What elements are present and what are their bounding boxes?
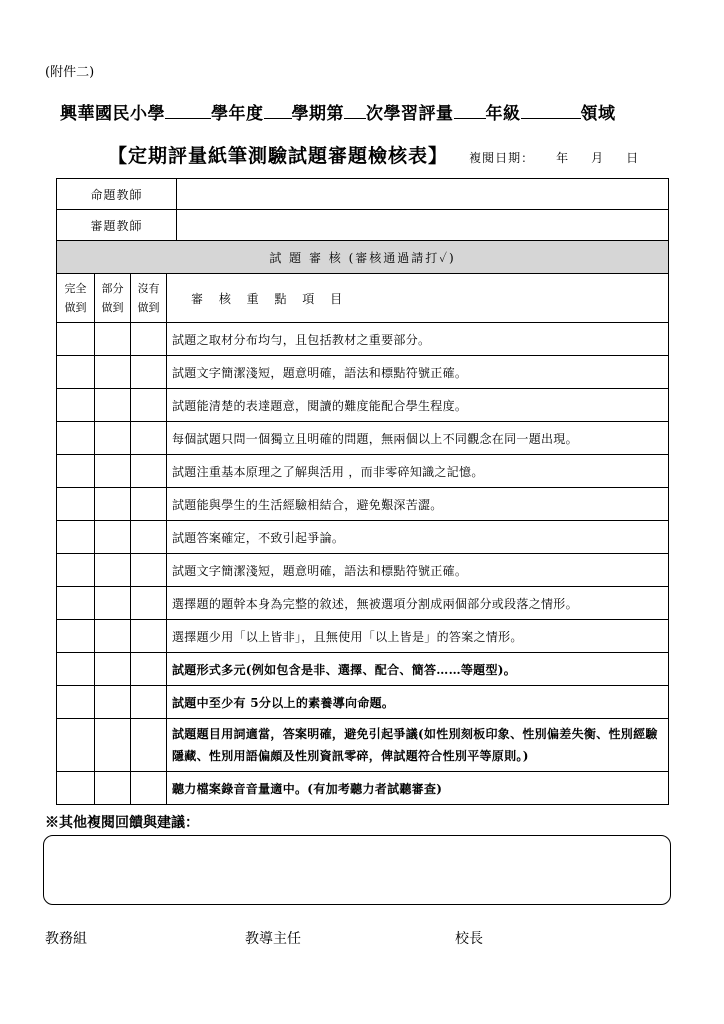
criteria-text: 試題能清楚的表達題意，閱讀的難度能配合學生程度。 [167,389,669,422]
criteria-text: 選擇題少用「以上皆非」，且無使用「以上皆是」的答案之情形。 [167,620,669,653]
check-cell-none[interactable] [131,686,167,719]
section-header-row [57,241,669,274]
check-cell-none[interactable] [131,719,167,772]
review-teacher-label: 審題教師 [57,210,177,241]
criteria-text: 試題題目用詞適當，答案明確，避免引起爭議(如性別刻板印象、性別偏差失衡、性別經驗隱藏、性別用語偏頗及性別資訊零碎，俾試題符合性別平等原則。) [167,719,669,772]
criteria-row [57,719,669,772]
criteria-row [57,772,669,805]
check-cell-partial[interactable] [95,686,131,719]
review-date-month: 月 [591,151,605,165]
check-cell-full[interactable] [57,719,95,772]
check-cell-full[interactable] [57,521,95,554]
criteria-text: 試題之取材分布均勻，且包括教材之重要部分。 [167,323,669,356]
check-cell-full[interactable] [57,554,95,587]
review-teacher-row [57,210,669,241]
signature-academic: 教務組 [45,931,87,947]
exam-number-blank[interactable] [344,102,366,119]
col-head-criteria: 審 核 重 點 項 目 [167,274,669,323]
school-title-line [60,99,616,124]
criteria-text: 選擇題的題幹本身為完整的敘述，無被選項分割成兩個部分或段落之情形。 [167,587,669,620]
criteria-text: 試題文字簡潔淺短，題意明確，語法和標點符號正確。 [167,356,669,389]
criteria-row [57,554,669,587]
check-cell-partial[interactable] [95,554,131,587]
check-cell-full[interactable] [57,356,95,389]
criteria-row [57,422,669,455]
col-head-partially-done [95,274,131,323]
criteria-row [57,521,669,554]
domain-label: 領域 [580,104,616,124]
check-cell-none[interactable] [131,323,167,356]
check-cell-partial[interactable] [95,521,131,554]
semester-blank[interactable] [264,102,292,119]
criteria-row [57,455,669,488]
criteria-row [57,488,669,521]
criteria-text: 聽力檔案錄音音量適中。(有加考聽力者試聽審查) [167,772,669,805]
grade-blank[interactable] [454,102,486,119]
check-cell-partial[interactable] [95,356,131,389]
check-cell-none[interactable] [131,772,167,805]
criteria-text: 試題答案確定，不致引起爭論。 [167,521,669,554]
check-cell-none[interactable] [131,521,167,554]
check-cell-partial[interactable] [95,587,131,620]
check-cell-partial[interactable] [95,323,131,356]
criteria-row [57,620,669,653]
semester-label: 學期第 [291,104,344,124]
check-cell-full[interactable] [57,323,95,356]
check-cell-full[interactable] [57,488,95,521]
check-cell-full[interactable] [57,772,95,805]
school-year-blank[interactable] [165,102,211,119]
col-head-not-done-line1: 沒有 [137,282,160,295]
check-cell-partial[interactable] [95,620,131,653]
check-cell-full[interactable] [57,587,95,620]
signature-director: 教導主任 [245,931,301,947]
check-cell-partial[interactable] [95,422,131,455]
grade-label: 年級 [485,104,521,124]
check-cell-partial[interactable] [95,653,131,686]
annex-label: (附件二) [45,65,95,80]
check-cell-none[interactable] [131,389,167,422]
criteria-row [57,653,669,686]
question-teacher-label: 命題教師 [57,179,177,210]
check-cell-full[interactable] [57,422,95,455]
criteria-text: 每個試題只問一個獨立且明確的問題，無兩個以上不同觀念在同一題出現。 [167,422,669,455]
section-header: 試 題 審 核 (審核通過請打✓) [57,241,669,274]
check-cell-none[interactable] [131,587,167,620]
check-cell-full[interactable] [57,686,95,719]
criteria-text: 試題文字簡潔淺短，題意明確，語法和標點符號正確。 [167,554,669,587]
criteria-text: 試題形式多元(例如包含是非、選擇、配合、簡答……等題型)。 [167,653,669,686]
check-cell-none[interactable] [131,488,167,521]
feedback-textbox[interactable] [43,835,671,905]
review-date-label: 複閱日期： [469,151,535,165]
check-cell-none[interactable] [131,356,167,389]
check-cell-full[interactable] [57,620,95,653]
check-cell-none[interactable] [131,620,167,653]
col-head-not-done [131,274,167,323]
col-head-not-done-line2: 做到 [137,301,160,314]
signature-principal: 校長 [455,931,483,947]
review-date-year: 年 [556,151,570,165]
criteria-row [57,323,669,356]
exam-times-label: 次學習評量 [366,104,454,124]
criteria-text: 試題能與學生的生活經驗相結合，避免艱深苦澀。 [167,488,669,521]
review-checklist-table [56,178,669,805]
criteria-row [57,389,669,422]
criteria-row [57,587,669,620]
check-cell-partial[interactable] [95,719,131,772]
question-teacher-field[interactable] [177,179,669,210]
question-teacher-row [57,179,669,210]
check-cell-none[interactable] [131,554,167,587]
title-row [108,141,639,168]
form-title: 【定期評量紙筆測驗試題審題檢核表】 [108,145,449,167]
check-cell-full[interactable] [57,389,95,422]
criteria-text: 試題注重基本原理之了解與活用 ，而非零碎知識之記憶。 [167,455,669,488]
review-date-day: 日 [626,151,640,165]
criteria-list [57,323,669,805]
check-cell-full[interactable] [57,653,95,686]
check-cell-full[interactable] [57,455,95,488]
check-cell-partial[interactable] [95,488,131,521]
col-head-fully-done [57,274,95,323]
col-head-partially-done-line2: 做到 [101,301,124,314]
school-name: 興華國民小學 [60,104,165,124]
criteria-text: 試題中至少有 5分以上的素養導向命題。 [167,686,669,719]
review-teacher-field[interactable] [177,210,669,241]
domain-blank[interactable] [521,102,581,119]
col-head-partially-done-line1: 部分 [101,282,124,295]
column-header-row [57,274,669,323]
review-date [469,151,639,165]
check-cell-partial[interactable] [95,772,131,805]
criteria-row [57,686,669,719]
criteria-row [57,356,669,389]
check-cell-none[interactable] [131,455,167,488]
other-feedback-label: ※其他複閱回饋與建議： [45,815,199,831]
check-cell-partial[interactable] [95,389,131,422]
check-cell-none[interactable] [131,653,167,686]
col-head-fully-done-line1: 完全 [64,282,87,295]
school-year-label: 學年度 [211,104,264,124]
check-cell-none[interactable] [131,422,167,455]
col-head-fully-done-line2: 做到 [64,301,87,314]
check-cell-partial[interactable] [95,455,131,488]
